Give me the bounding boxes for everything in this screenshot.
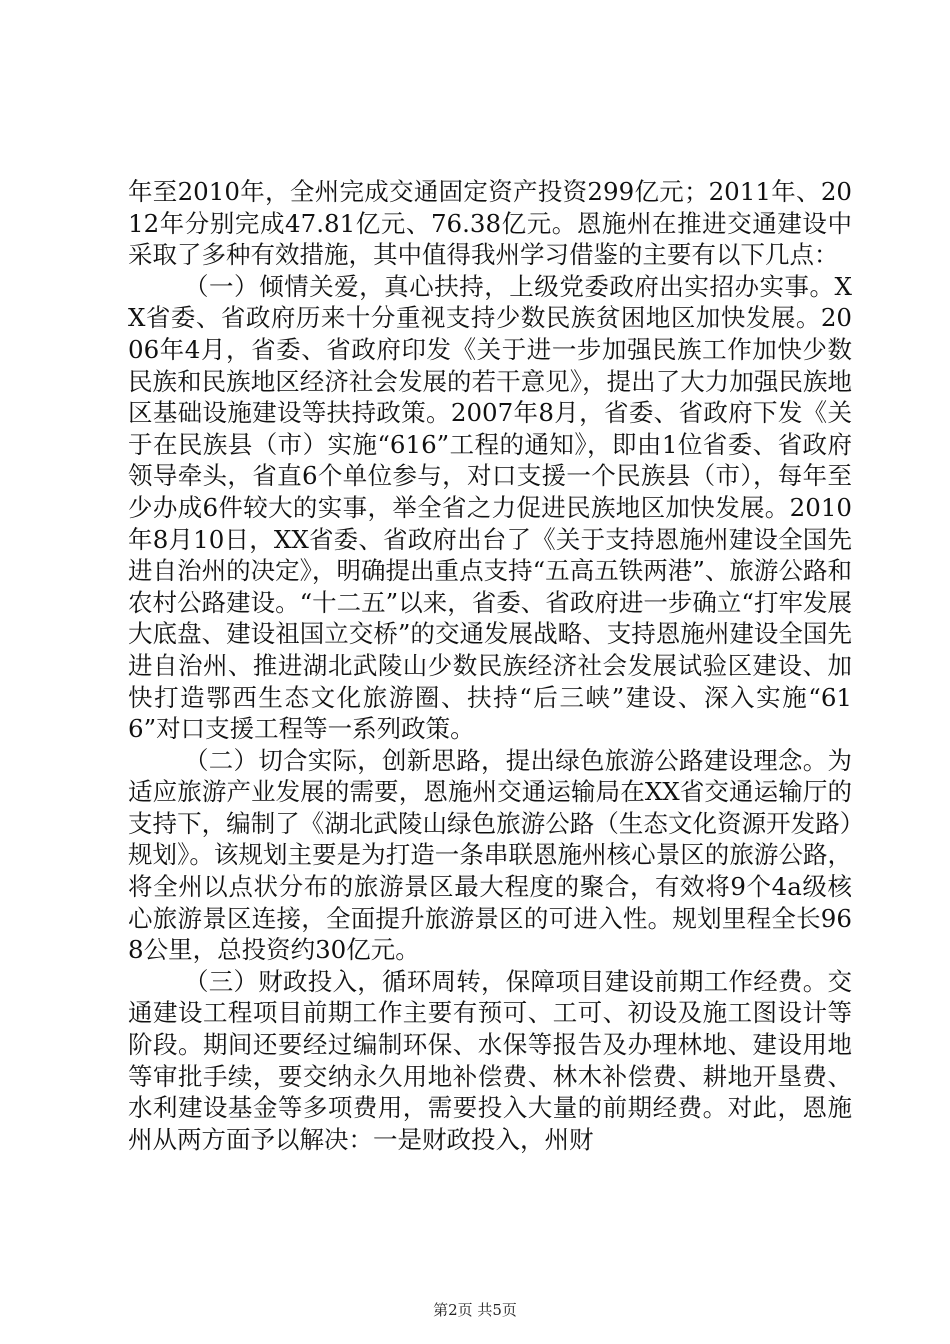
document-body	[128, 176, 852, 1155]
page-footer: 第2页 共5页	[433, 1301, 517, 1319]
paragraph-intro: 年至2010年，全州完成交通固定资产投资299亿元；2011年、2012年分别完成47.81亿元、76.38亿元。恩施州在推进交通建设中采取了多种有效措施，其中值得我州学习借鉴的主要有以下几点：	[128, 177, 852, 270]
paragraph-section-2: （二）切合实际，创新思路，提出绿色旅游公路建设理念。为适应旅游产业发展的需要，恩施州交通运输局在XX省交通运输厅的支持下，编制了《湖北武陵山绿色旅游公路（生态文化资源开发路）规划》。该规划主要是为打造一条串联恩施州核心景区的旅游公路，将全州以点状分布的旅游景区最大程度的聚合，有效将9个4a级核心旅游景区连接，全面提升旅游景区的可进入性。规划里程全长968公里，总投资约30亿元。	[128, 745, 852, 965]
paragraph-section-1: （一）倾情关爱，真心扶持，上级党委政府出实招办实事。XX省委、省政府历来十分重视支持少数民族贫困地区加快发展。2006年4月，省委、省政府印发《关于进一步加强民族工作加快少数民族和民族地区经济社会发展的若干意见》，提出了大力加强民族地区基础设施建设等扶持政策。2007年8月，省委、省政府下发《关于在民族县（市）实施“616”工程的通知》，即由1位省委、省政府领导牵头，省直6个单位参与，对口支援一个民族县（市），每年至少办成6件较大的实事，举全省之力促进民族地区加快发展。2010年8月10日，XX省委、省政府出台了《关于支持恩施州建设全国先进自治州的决定》，明确提出重点支持“五高五铁两港”、旅游公路和农村公路建设。“十二五”以来，省委、省政府进一步确立“打牢发展大底盘、建设祖国立交桥”的交通发展战略、支持恩施州建设全国先进自治州、推进湖北武陵山少数民族经济社会发展试验区建设、加快打造鄂西生态文化旅游圈、扶持“后三峡”建设、深入实施“616”对口支援工程等一系列政策。	[128, 271, 852, 744]
paragraph-section-3: （三）财政投入，循环周转，保障项目建设前期工作经费。交通建设工程项目前期工作主要有预可、工可、初设及施工图设计等阶段。期间还要经过编制环保、水保等报告及办理林地、建设用地等审批手续，要交纳永久用地补偿费、林木补偿费、耕地开垦费、水利建设基金等多项费用，需要投入大量的前期经费。对此，恩施州从两方面予以解决：一是财政投入，州财	[128, 966, 852, 1154]
